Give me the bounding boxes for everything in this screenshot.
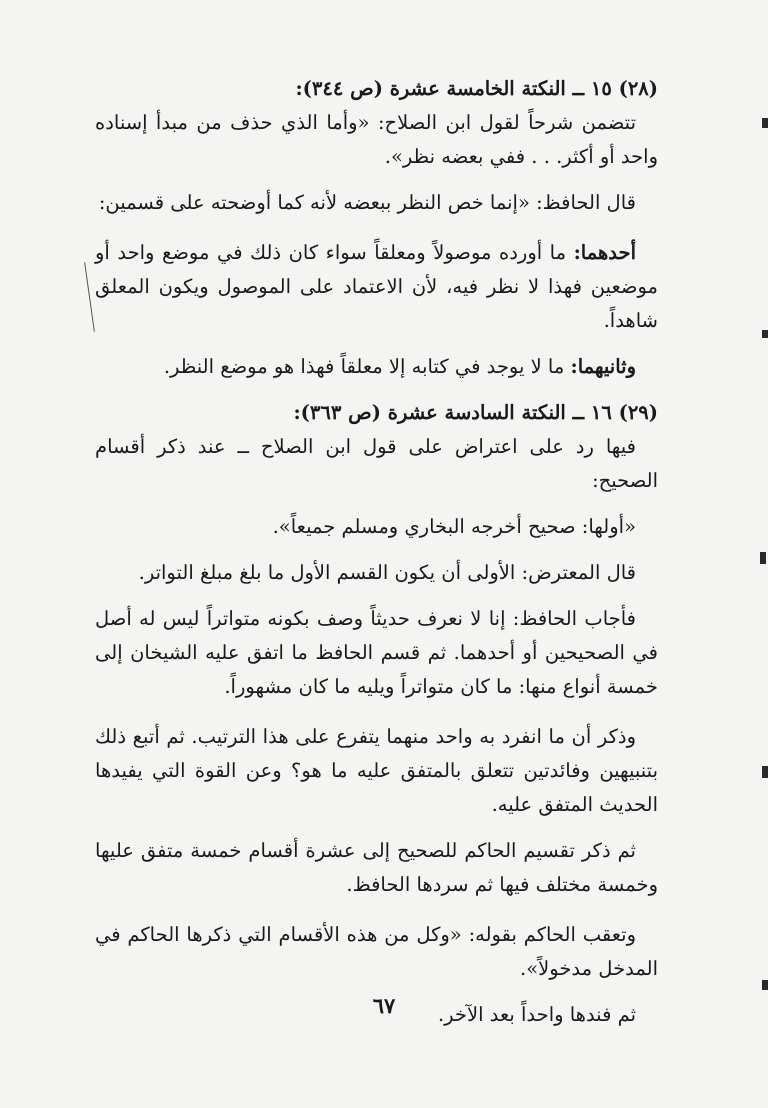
page-body	[95, 72, 658, 1032]
paragraph: ثم فندها واحداً بعد الآخر.	[437, 1003, 636, 1026]
paragraph-text: ما لا يوجد في كتابه إلا معلقاً فهذا هو موضع النظر.	[163, 355, 571, 378]
paragraph: وتعقب الحاكم بقوله: «وكل من هذه الأقسام التي ذكرها الحاكم في المدخل مدخولاً».	[95, 923, 658, 980]
edge-mark	[762, 330, 768, 338]
term-label: وثانيهما:	[570, 355, 636, 378]
term-label: أحدهما:	[573, 241, 636, 264]
margin-bracket-line	[84, 262, 95, 331]
page-number: ٦٧	[372, 993, 396, 1018]
edge-mark	[762, 980, 768, 990]
paragraph	[95, 236, 658, 338]
paragraph	[95, 350, 658, 384]
edge-mark	[762, 118, 768, 128]
section-heading-29: (٢٩) ١٦ ــ النكتة السادسة عشرة (ص ٣٦٣):	[293, 401, 658, 424]
paragraph: «أولها: صحيح أخرجه البخاري ومسلم جميعاً».	[272, 515, 636, 538]
section-heading-28: (٢٨) ١٥ ــ النكتة الخامسة عشرة (ص ٣٤٤):	[295, 77, 658, 100]
paragraph: فأجاب الحافظ: إنا لا نعرف حديثاً وصف بكونه متواتراً ليس له أصل في الصحيحين أو أحدهما. ثم قسم الحافظ ما اتفق عليه الشيخان إلى خمسة أنواع منها: ما كان متواتراً ويليه ما كان مشهوراً.	[95, 607, 658, 698]
paragraph-text: ما أورده موصولاً ومعلقاً سواء كان ذلك في موضع واحد أو موضعين فهذا لا نظر فيه، لأن الاعتماد على الموصول ويكون المعلق شاهداً.	[95, 241, 658, 332]
paragraph: ثم ذكر تقسيم الحاكم للصحيح إلى عشرة أقسام خمسة متفق عليها وخمسة مختلف فيها ثم سردها الحافظ.	[95, 839, 658, 896]
paragraph: وذكر أن ما انفرد به واحد منهما يتفرع على هذا الترتيب. ثم أتبع ذلك بتنبيهين وفائدتين تتعلق بالمتفق عليه ما هو؟ وعن القوة التي يفيدها الحديث المتفق عليه.	[95, 725, 658, 816]
paragraph: فيها رد على اعتراض على قول ابن الصلاح ــ عند ذكر أقسام الصحيح:	[95, 435, 658, 492]
paragraph: قال المعترض: الأولى أن يكون القسم الأول ما بلغ مبلغ التواتر.	[138, 561, 636, 584]
paragraph: قال الحافظ: «إنما خص النظر ببعضه لأنه كما أوضحته على قسمين:	[98, 191, 636, 214]
edge-mark	[760, 552, 766, 564]
edge-mark	[762, 766, 768, 778]
paragraph: تتضمن شرحاً لقول ابن الصلاح: «وأما الذي حذف من مبدأ إسناده واحد أو أكثر. . . ففي بعضه نظر».	[95, 111, 658, 168]
